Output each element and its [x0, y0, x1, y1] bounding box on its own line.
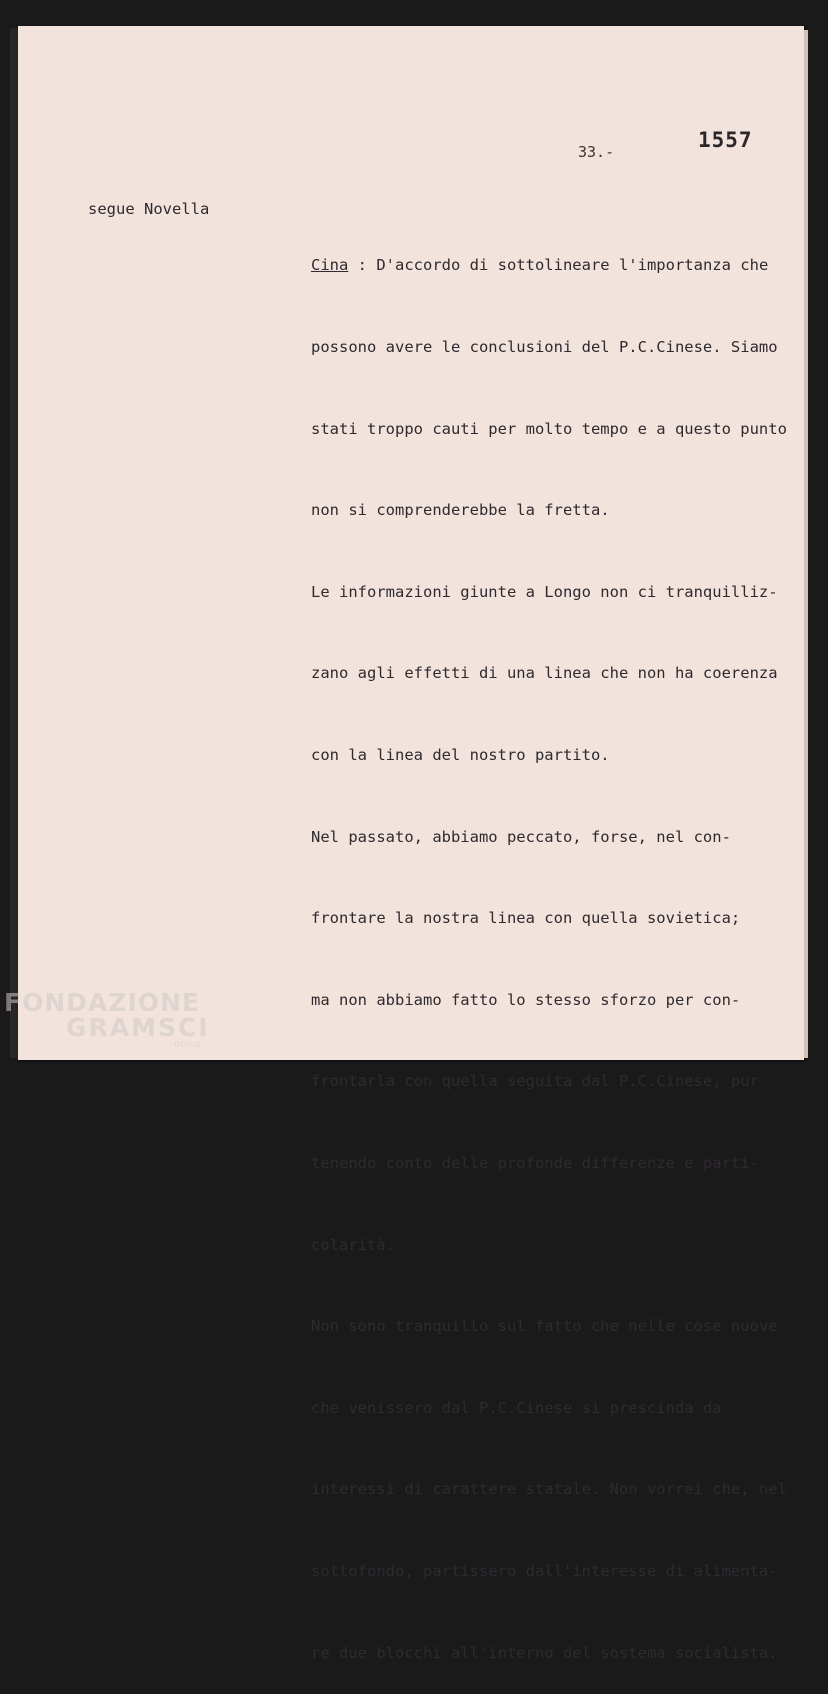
body-line: Non sono tranquillo sul fatto che nelle cose nuove	[311, 1317, 778, 1336]
body-line: tenendo conto delle profonde differenze e parti-	[311, 1153, 759, 1172]
body-line: sottofondo, partissero dall'interesse di alimenta-	[311, 1561, 778, 1580]
body-line: re due blocchi all'interno del sostema socialista.	[311, 1643, 778, 1662]
fondazione-gramsci-watermark	[4, 988, 210, 1050]
body-line: possono avere le conclusioni del P.C.Cinese. Siamo	[311, 338, 778, 356]
watermark-line-2: GRAMSCI	[66, 1013, 210, 1042]
body-line: frontare la nostra linea con quella sovietica;	[311, 909, 741, 928]
watermark-line-1: FONDAZIONE	[4, 988, 201, 1017]
topic-heading: Cina	[311, 256, 349, 275]
archive-page-number: 1557	[698, 128, 753, 152]
body-line: Cina : D'accordo di sottolineare l'importanza che	[311, 256, 769, 275]
body-line: zano agli effetti di una linea che non ha coerenza	[311, 664, 778, 683]
watermark-line-3: onlus	[174, 1039, 201, 1050]
body-line: frontarla con quella seguita dal P.C.Cinese, pur	[311, 1072, 759, 1091]
page-sequence-number: 33.-	[578, 143, 615, 161]
body-line: interessi di carattere statale. Non vorrei che, nel	[311, 1480, 787, 1499]
body-line: che venissero dal P.C.Cinese si prescinda da	[311, 1398, 722, 1417]
body-line: ma non abbiamo fatto lo stesso sforzo per con-	[311, 990, 741, 1009]
speaker-label: segue Novella	[88, 200, 210, 218]
body-line: stati troppo cauti per molto tempo e a questo punto	[311, 419, 787, 438]
body-line: Le informazioni giunte a Longo non ci tranquilliz-	[311, 582, 778, 601]
body-line: colarità.	[311, 1235, 395, 1254]
body-line: con la linea del nostro partito.	[311, 745, 610, 764]
body-line: non si comprenderebbe la fretta.	[311, 501, 610, 520]
body-line: Nel passato, abbiamo peccato, forse, nel con-	[311, 827, 731, 846]
transcript-body	[311, 198, 811, 1694]
binder-edge	[10, 28, 18, 1058]
